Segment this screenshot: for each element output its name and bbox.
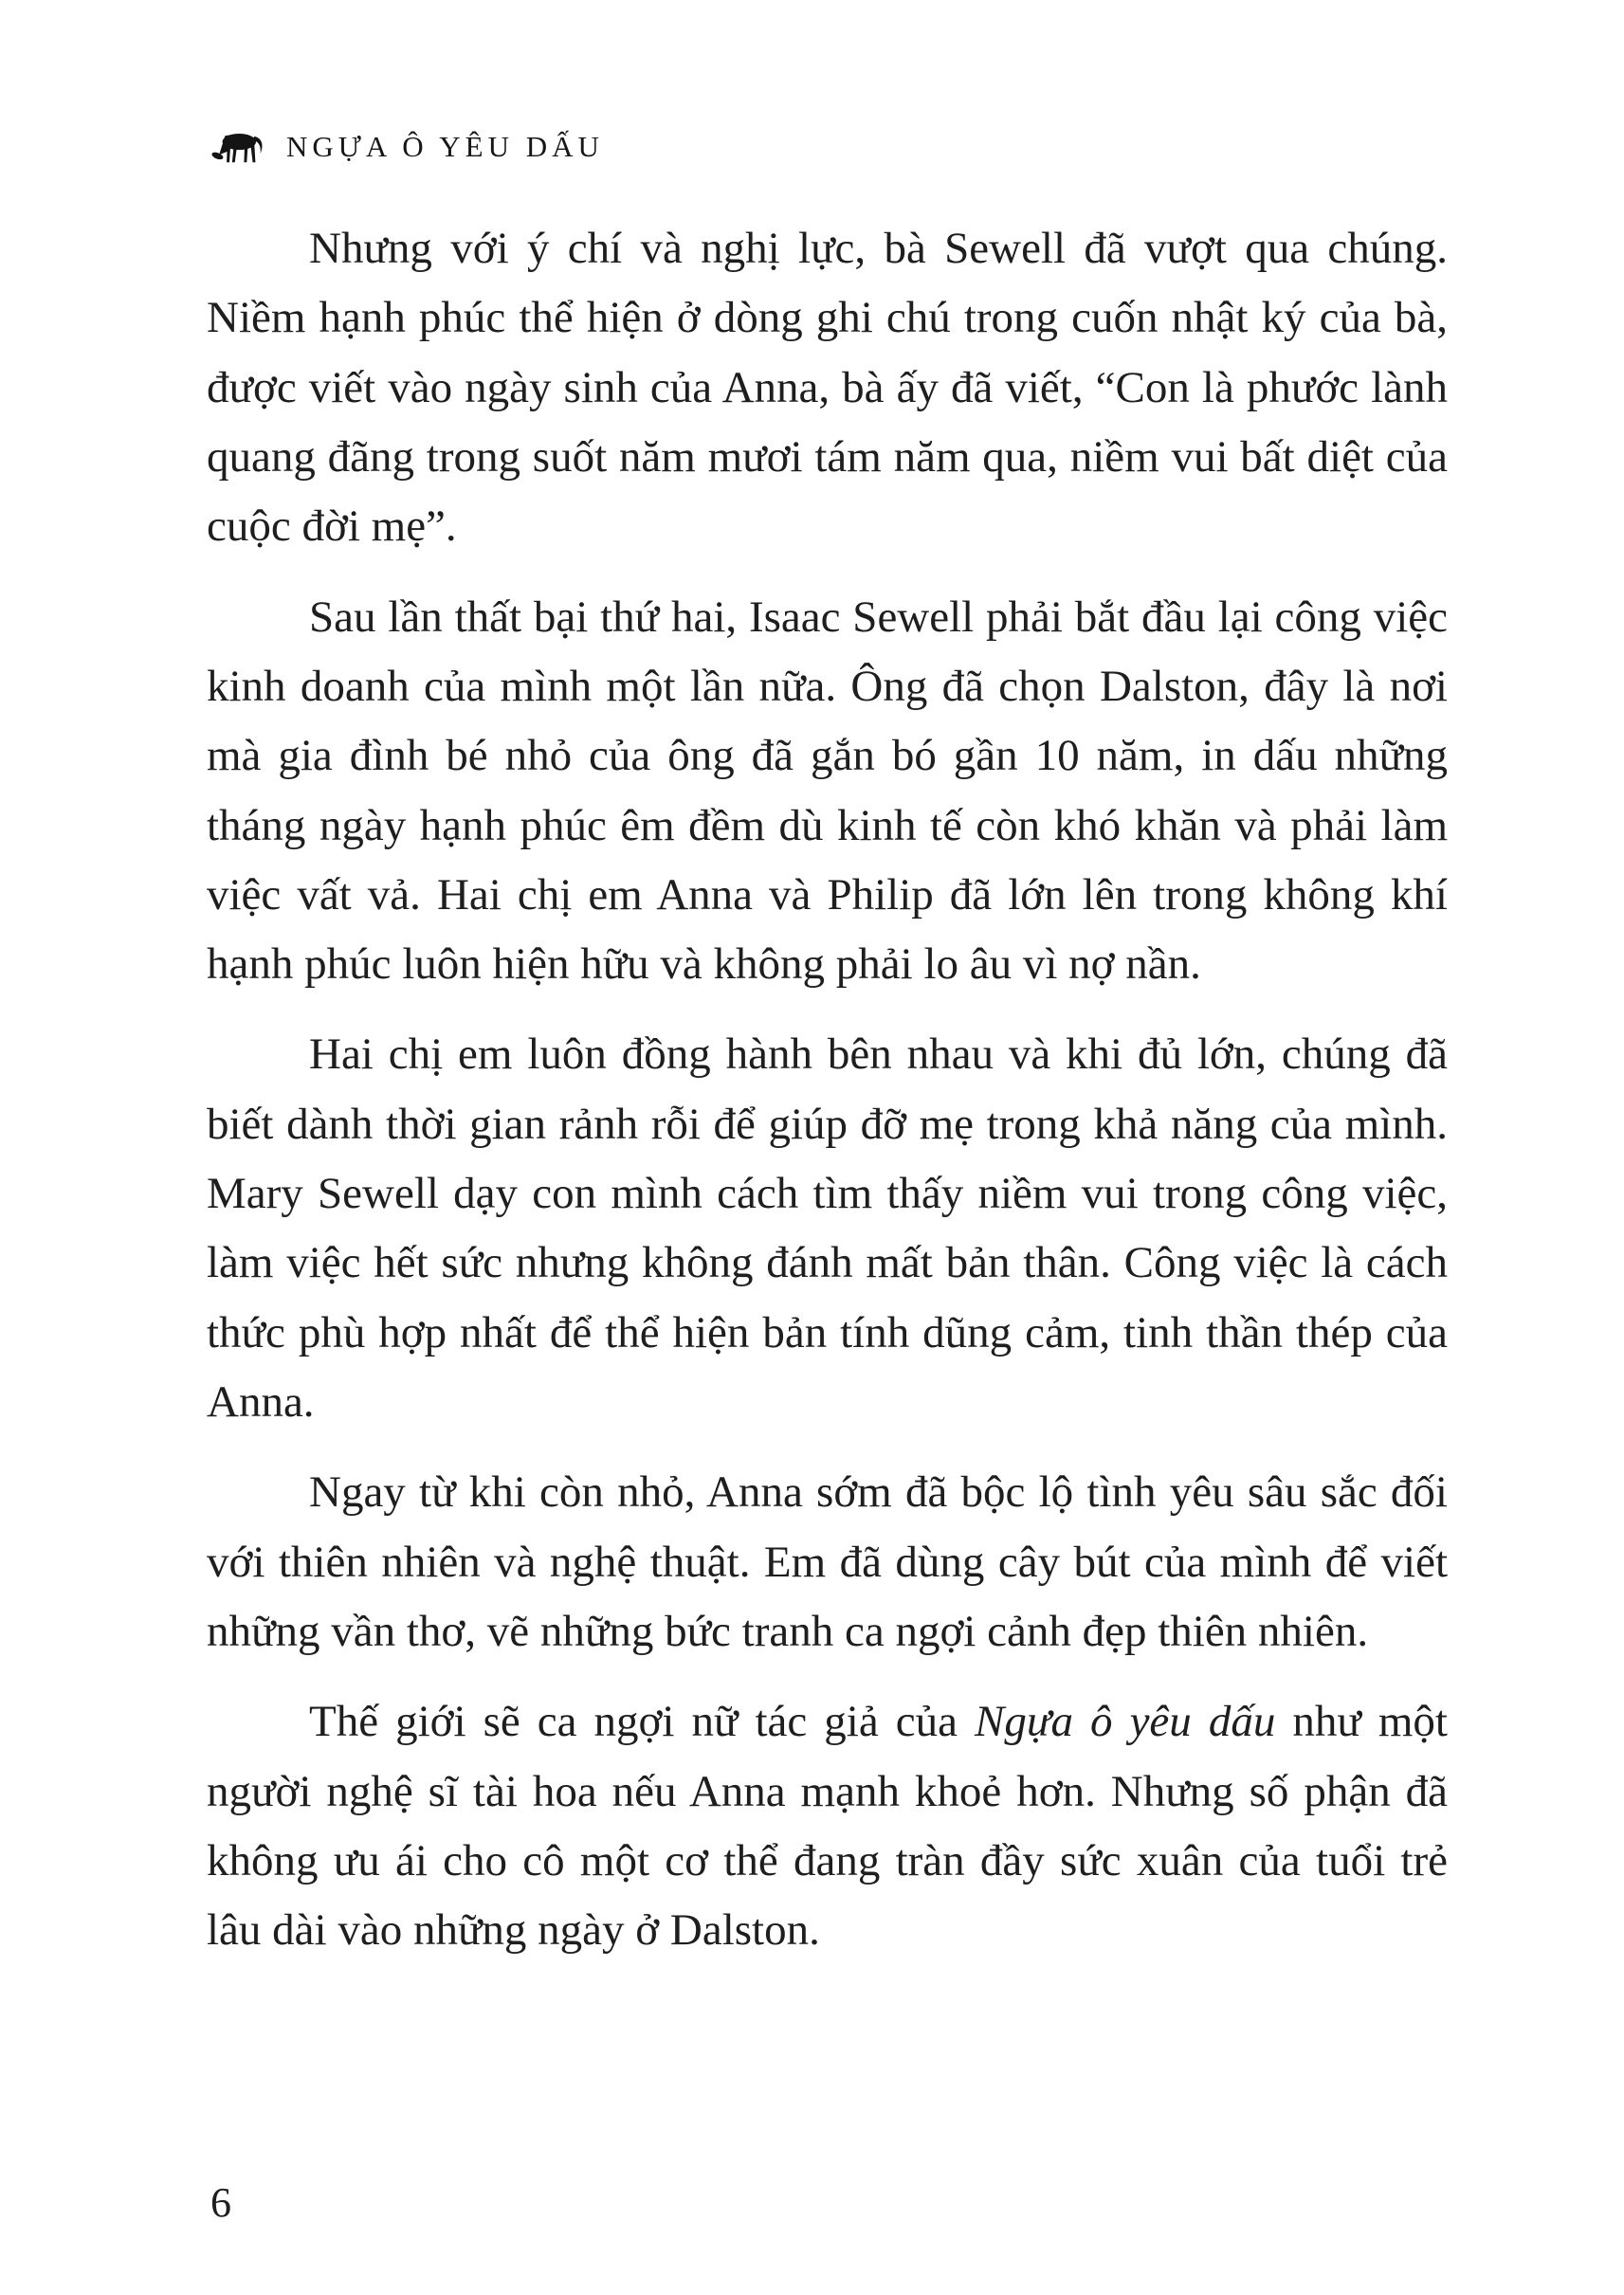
page-number: 6 [210, 2179, 231, 2226]
page-content [207, 214, 1448, 1966]
paragraph-5 [207, 1687, 1448, 1965]
paragraph-1: Nhưng với ý chí và nghị lực, bà Sewell đã vượt qua chúng. Niềm hạnh phúc thể hiện ở dòng ghi chú trong cuốn nhật ký của bà, được viết vào ngày sinh của Anna, bà ấy đã viết, “Con là phước lành quang đãng trong suốt năm mươi tám năm qua, niềm vui bất diệt của cuộc đời mẹ”. [207, 224, 1448, 552]
page-header [207, 125, 1448, 165]
book-title: NGỰA Ô YÊU DẤU [286, 130, 604, 163]
horse-icon [207, 125, 267, 165]
paragraph-5-text-post: như một người nghệ sĩ tài hoa nếu Anna mạnh khoẻ hơn. Nhưng số phận đã không ưu ái cho cô một cơ thể đang tràn đầy sức xuân của tuổi trẻ lâu dài vào những ngày ở Dalston. [207, 1697, 1448, 1956]
paragraph-2: Sau lần thất bại thứ hai, Isaac Sewell phải bắt đầu lại công việc kinh doanh của mình một lần nữa. Ông đã chọn Dalston, đây là nơi mà gia đình bé nhỏ của ông đã gắn bó gần 10 năm, in dấu những tháng ngày hạnh phúc êm đềm dù kinh tế còn khó khăn và phải làm việc vất vả. Hai chị em Anna và Philip đã lớn lên trong không khí hạnh phúc luôn hiện hữu và không phải lo âu vì nợ nần. [207, 592, 1448, 990]
book-title-reference: Ngựa ô yêu dấu [975, 1697, 1276, 1747]
paragraph-3: Hai chị em luôn đồng hành bên nhau và khi đủ lớn, chúng đã biết dành thời gian rảnh rỗi để giúp đỡ mẹ trong khả năng của mình. Mary Sewell dạy con mình cách tìm thấy niềm vui trong công việc, làm việc hết sức nhưng không đánh mất bản thân. Công việc là cách thức phù hợp nhất để thể hiện bản tính dũng cảm, tinh thần thép của Anna. [207, 1029, 1448, 1427]
paragraph-4: Ngay từ khi còn nhỏ, Anna sớm đã bộc lộ tình yêu sâu sắc đối với thiên nhiên và nghệ thuật. Em đã dùng cây bút của mình để viết những vần thơ, vẽ những bức tranh ca ngợi cảnh đẹp thiên nhiên. [207, 1467, 1448, 1656]
paragraph-5-text-pre: Thế giới sẽ ca ngợi nữ tác giả của [309, 1697, 976, 1747]
